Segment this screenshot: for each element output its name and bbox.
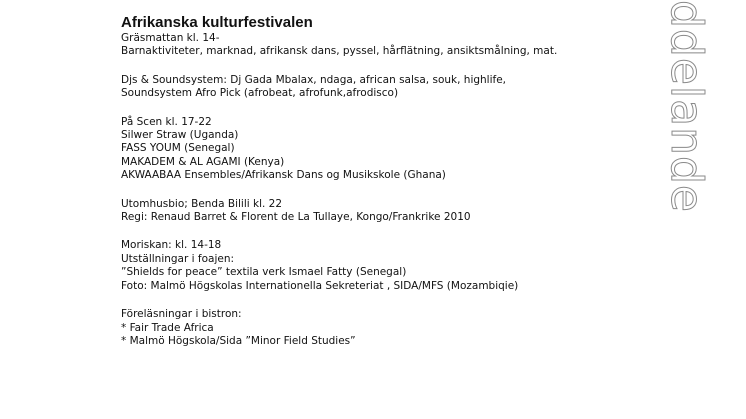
text-line: Regi: Renaud Barret & Florent de La Tullaye, Kongo/Frankrike 2010 <box>121 211 471 224</box>
text-line: Soundsystem Afro Pick (afrobeat, afrofunk,afrodisco) <box>121 87 399 100</box>
text-line: Silwer Straw (Uganda) <box>121 129 239 142</box>
section-moriskan <box>121 239 621 293</box>
section-utomhusbio <box>121 198 621 225</box>
text-line: Foto: Malmö Högskolas Internationella Sekreteriat , SIDA/MFS (Mozambiqie) <box>121 279 519 292</box>
text-line: AKWAABAA Ensembles/Afrikansk Dans og Musikskole (Ghana) <box>121 169 446 182</box>
text-line: MAKADEM & AL AGAMI (Kenya) <box>121 155 285 168</box>
text-line: Utomhusbio; Benda Bilili kl. 22 <box>121 197 283 210</box>
section-pa-scen <box>121 116 621 183</box>
section-forelasningar <box>121 308 621 348</box>
text-line: ”Shields for peace” textila verk Ismael Fatty (Senegal) <box>121 266 407 279</box>
side-heading-container <box>655 0 715 230</box>
section-grasmattan <box>121 32 621 59</box>
text-line: Barnaktiviteter, marknad, afrikansk dans, pyssel, hårflätning, ansiktsmålning, mat. <box>121 45 558 58</box>
text-line: På Scen kl. 17-22 <box>121 115 212 128</box>
text-line: Moriskan: kl. 14-18 <box>121 239 222 252</box>
text-line: Djs & Soundsystem: Dj Gada Mbalax, ndaga, african salsa, souk, highlife, <box>121 73 507 86</box>
text-line: FASS YOUM (Senegal) <box>121 142 235 155</box>
text-line: * Malmö Högskola/Sida ”Minor Field Studies” <box>121 334 356 347</box>
text-line: Gräsmattan kl. 14- <box>121 32 220 44</box>
side-heading: ddelande <box>661 0 712 214</box>
section-djs <box>121 74 621 101</box>
text-line: * Fair Trade Africa <box>121 321 214 334</box>
document-body <box>121 13 621 363</box>
text-line: Utställningar i foajen: <box>121 252 235 265</box>
text-line: Föreläsningar i bistron: <box>121 308 242 321</box>
document-title: Afrikanska kulturfestivalen <box>121 14 313 31</box>
